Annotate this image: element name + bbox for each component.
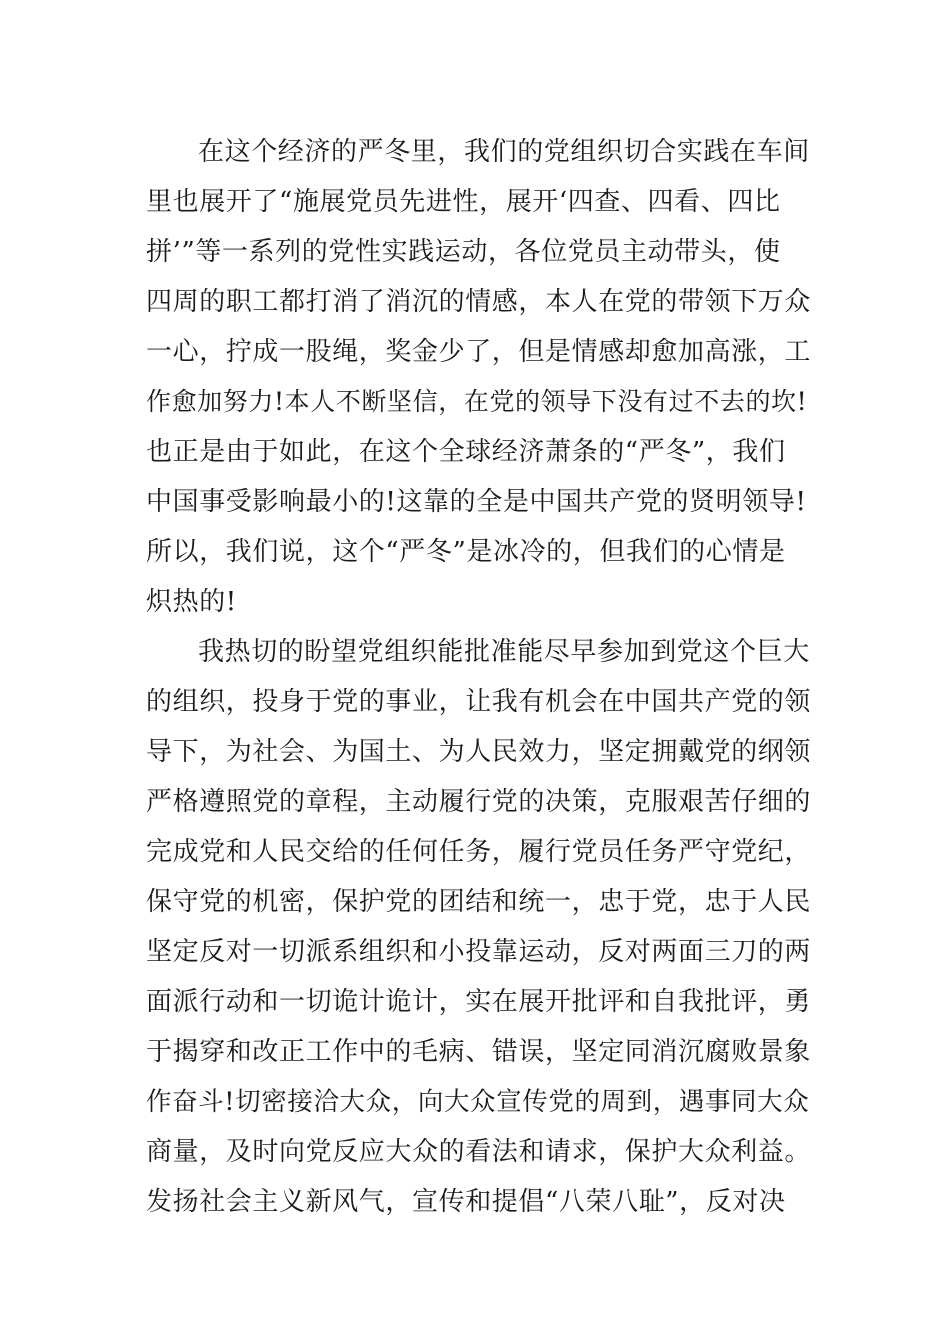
paragraph-2-line-8: 面派行动和一切诡计诡计，实在展开批评和自我批评，勇 xyxy=(146,987,812,1017)
paragraph-1-line-9: 所以，我们说，这个“严冬”是冰冷的，但我们的心情是 xyxy=(146,537,786,567)
paragraph-2-line-6: 保守党的机密，保护党的团结和统一，忠于党，忠于人民 xyxy=(146,887,812,917)
paragraph-1-line-1: 在这个经济的严冬里，我们的党组织切合实践在车间 xyxy=(198,137,810,167)
paragraph-2-line-12: 发扬社会主义新风气，宣传和提倡“八荣八耻”，反对决 xyxy=(146,1187,786,1217)
paragraph-2-line-3: 导下，为社会、为国土、为人民效力，坚定拥戴党的纲领 xyxy=(146,737,812,767)
paragraph-1-line-4: 四周的职工都打消了消沉的情感，本人在党的带领下万众 xyxy=(146,287,812,317)
paragraph-2-line-4: 严格遵照党的章程，主动履行党的决策，克服艰苦仔细的 xyxy=(146,787,812,817)
paragraph-1-line-3: 拼’”等一系列的党性实践运动，各位党员主动带头，使 xyxy=(146,237,781,267)
paragraph-2-line-9: 于揭穿和改正工作中的毛病、错误，坚定同消沉腐败景象 xyxy=(146,1037,812,1067)
paragraph-1-line-6: 作愈加努力!本人不断坚信，在党的领导下没有过不去的坎! xyxy=(146,387,808,416)
paragraph-1-line-2: 里也展开了“施展党员先进性，展开‘四查、四看、四比 xyxy=(146,187,781,217)
paragraph-2-line-10: 作奋斗!切密接洽大众，向大众宣传党的周到，遇事同大众 xyxy=(146,1087,810,1117)
paragraph-2-line-7: 坚定反对一切派系组织和小投靠运动，反对两面三刀的两 xyxy=(146,937,812,967)
paragraph-2-line-5: 完成党和人民交给的任何任务，履行党员任务严守党纪， xyxy=(146,837,812,867)
paragraph-2-line-2: 的组织，投身于党的事业，让我有机会在中国共产党的领 xyxy=(146,687,812,717)
paragraph-2-line-1: 我热切的盼望党组织能批准能尽早参加到党这个巨大 xyxy=(198,637,810,667)
paragraph-1-line-5: 一心，拧成一股绳，奖金少了，但是情感却愈加高涨，工 xyxy=(146,337,812,367)
paragraph-2-line-11: 商量，及时向党反应大众的看法和请求，保护大众利益。 xyxy=(146,1137,812,1167)
paragraph-1-line-7: 也正是由于如此，在这个全球经济萧条的“严冬”，我们 xyxy=(146,437,786,467)
paragraph-1-line-8: 中国事受影响最小的!这靠的全是中国共产党的贤明领导! xyxy=(146,487,807,517)
paragraph-1-line-10: 炽热的! xyxy=(146,587,237,617)
